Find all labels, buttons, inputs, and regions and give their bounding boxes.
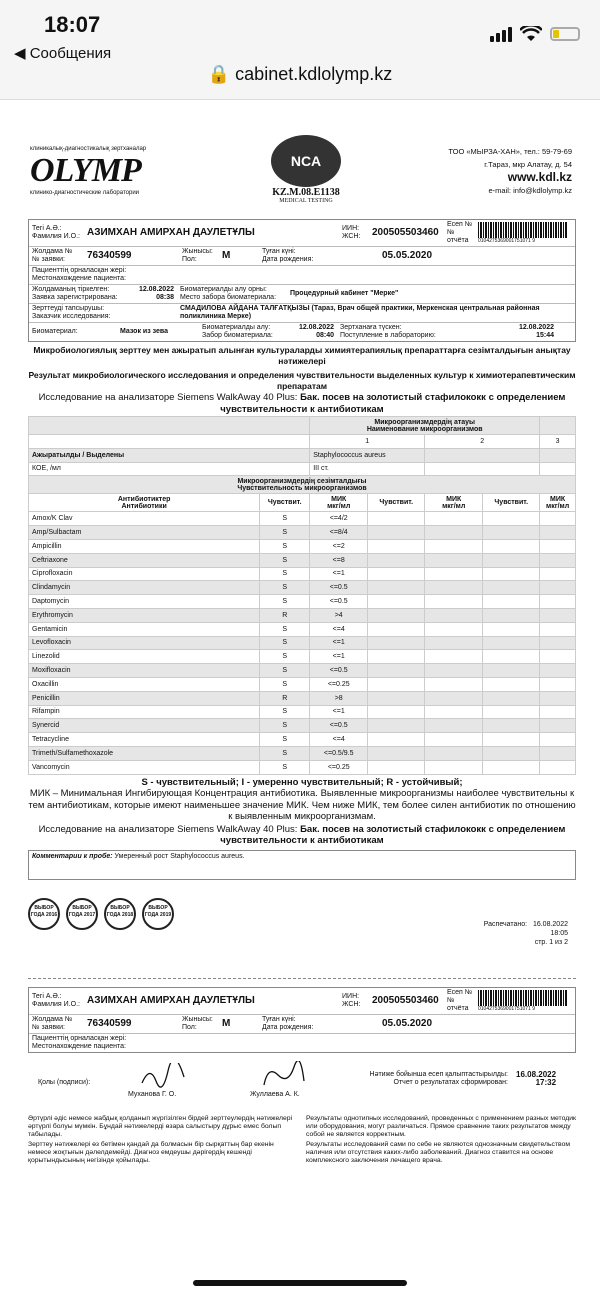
disclaimer-kz-2: Зерттеу нәтижелері өз бетімен қандай да болмасын бір сырқаттың бар екенін немесе жоқтығын дәлелдемейді. Диагноз емдеушы дәрігердің кешенді қорытындысының негізінде қойылады. (28, 1140, 274, 1164)
arrived-label: Зертханаға түскен: Поступление в лабораторию: (340, 324, 436, 339)
formed-value (516, 1071, 556, 1087)
organisms-header: Микроорганизмдердің атауы Наименование микроорганизмов (310, 417, 540, 435)
antibiotic-mic: <=0.5 (310, 581, 368, 595)
patient-sex: М (222, 250, 231, 261)
antibiotic-name: Clindamycin (29, 581, 260, 595)
analysis-name: Бак. посев на золотистый стафилококк с определением чувствительности к антибиотикам (220, 392, 566, 415)
sex-label: Жынысы: Пол: (182, 248, 213, 263)
organism-name: Staphylococcus aureus (310, 448, 425, 462)
col-1-header: 1 (310, 435, 425, 449)
antibiotic-mic: <=0.5 (310, 719, 368, 733)
antibiotic-mic: <=0.5 (310, 595, 368, 609)
antibiotic-mic: <=0.25 (310, 760, 368, 774)
antibiotic-row (29, 567, 576, 581)
antibiotic-name: Rifampin (29, 705, 260, 719)
company-info (448, 145, 572, 197)
isolated-label: Ажыратылды / Выделены (29, 448, 310, 462)
antibiotic-mic: <=4 (310, 733, 368, 747)
print-info (484, 920, 568, 947)
koe-value: III ст. (310, 462, 425, 476)
koe-label: КОЕ, /мл (29, 462, 310, 476)
patient-info-table-2 (28, 987, 576, 1053)
company-address: г.Тараз, мкр Алатау, д. 54 (484, 160, 572, 169)
antibiotic-row (29, 553, 576, 567)
disclaimer-1 (28, 1115, 576, 1139)
antibiotic-sensitivity: S (260, 760, 310, 774)
nca-label: MEDICAL TESTING (279, 198, 333, 204)
antibiotic-row (29, 636, 576, 650)
registered-label: Жолдаманың тіркелген: Заявка зарегистрирована: (32, 286, 118, 301)
iin-label-2: ИИН: ЖСН: (342, 992, 361, 1008)
patient-dob: 05.05.2020 (382, 250, 433, 261)
antibiotic-sensitivity: S (260, 719, 310, 733)
antibiotic-sensitivity: S (260, 595, 310, 609)
award-badge-icon: ВЫБОР ГОДА 2019 (142, 898, 174, 930)
antibiotic-name: Amox/K Clav (29, 512, 260, 526)
order-number: 76340599 (87, 250, 132, 261)
status-icons (490, 26, 580, 42)
sensitivity-header: Микроорганизмдердің сезімталдығы Чувствительность микроорганизмов (29, 476, 576, 494)
antibiotic-mic: >8 (310, 691, 368, 705)
registered-value (129, 285, 177, 303)
results-title-kz: Микробиологиялық зерттеу мен ажыратып алынған культураларды химиятерапиялық препараттарға сезімталдығын анықтау нәтижелері (33, 345, 571, 366)
antibiotic-row (29, 650, 576, 664)
order-label: Жолдама № № заявки: (32, 248, 73, 263)
antibiotic-row (29, 746, 576, 760)
antibiotic-name: Oxacillin (29, 677, 260, 691)
report-number: 0104275369001751071 9 (478, 238, 536, 244)
home-indicator[interactable] (193, 1280, 407, 1286)
antibiotic-name: Trimeth/Sulfamethoxazole (29, 746, 260, 760)
company-name: ТОО «МЫРЗА-ХАН», тел.: 59-79-69 (448, 147, 572, 156)
antibiotic-row (29, 622, 576, 636)
comment-text: Умеренный рост Staphylococcus aureus. (114, 852, 245, 860)
antibiotic-name: Linezolid (29, 650, 260, 664)
dob-label-2: Туған күні: Дата рождения: (262, 1015, 314, 1031)
award-badge-icon: ВЫБОР ГОДА 2017 (66, 898, 98, 930)
location-label: Пациенттің орналасқан жері: Местонахождение пациента: (32, 267, 127, 282)
antibiotic-name: Penicillin (29, 691, 260, 705)
antibiotics-col-header: Антибиотиктер Антибиотики (29, 494, 260, 512)
registered-time: 08:38 (156, 294, 174, 301)
arrived-value (447, 323, 557, 341)
disclaimer-ru-1: Результаты однотипных исследований, проведенных с применением разных методик или оборудования, могут различаться. Прямое сравнение таких результатов между собой не является корректным. (306, 1114, 576, 1138)
olymp-logo (30, 145, 210, 197)
microbiology-table (28, 416, 576, 775)
doctor-1: Муханова Г. О. (128, 1090, 177, 1098)
antibiotic-mic: >4 (310, 608, 368, 622)
antibiotic-sensitivity: S (260, 553, 310, 567)
antibiotic-name: Ceftriaxone (29, 553, 260, 567)
formed-date: 16.08.2022 (516, 1069, 557, 1079)
col-3-header: 3 (540, 435, 576, 449)
printed-label: Распечатано: (483, 920, 528, 928)
comment-label: Комментарии к пробе: (32, 852, 113, 860)
customer-label: Зерттеуді тапсырушы: Заказчик исследования: (32, 305, 111, 320)
antibiotic-sensitivity: R (260, 691, 310, 705)
formed-label: Нәтиже бойынша есеп қалыптастырылды: Отчет о результатах сформирован: (369, 1070, 508, 1086)
antibiotic-row (29, 512, 576, 526)
disclaimer-2 (28, 1141, 576, 1165)
biomaterial-label: Биоматериал: (32, 328, 78, 335)
antibiotic-sensitivity: S (260, 705, 310, 719)
patient-name: АЗИМХАН АМИРХАН ДАУЛЕТҰЛЫ (87, 227, 255, 238)
printed-date: 16.08.2022 (532, 920, 568, 928)
award-badge-icon: ВЫБОР ГОДА 2016 (28, 898, 60, 930)
barcode-image-2 (478, 990, 568, 1006)
antibiotic-row (29, 719, 576, 733)
location-label-2: Пациенттің орналасқан жері: Местонахождение пациента: (32, 1034, 127, 1050)
address-bar[interactable] (0, 64, 600, 85)
name-label: Тегі А.Ә.: Фамилия И.О.: (32, 225, 80, 240)
antibiotic-mic: <=1 (310, 636, 368, 650)
iin-label: ИИН: ЖСН: (342, 225, 361, 240)
disclaimer-kz-1: Әртүрлі әдіс немесе жабдық қолданып жүргізілген бірдей зерттеулердің нәтижелері әртүрлі болуы мүмкін. Бұндай нәтижелерді өзара салыстыру дұрыс емес болып табылады. (28, 1114, 293, 1138)
antibiotic-sensitivity: S (260, 622, 310, 636)
antibiotic-sensitivity: S (260, 664, 310, 678)
patient-name-2: АЗИМХАН АМИРХАН ДАУЛЕТҰЛЫ (87, 994, 255, 1006)
formed-time: 17:32 (535, 1077, 557, 1087)
name-label-2: Тегі А.Ә.: Фамилия И.О.: (32, 992, 80, 1008)
comment-box (28, 850, 576, 880)
signature-2-icon (258, 1061, 308, 1089)
registered-date: 12.08.2022 (138, 286, 174, 293)
antibiotic-mic: <=1 (310, 650, 368, 664)
doctor-2: Жуллаева А. К. (250, 1090, 300, 1098)
logo-name: OLYMP (30, 152, 141, 189)
taken-value (289, 323, 337, 341)
report-no-label: Есеп № № отчёта (447, 221, 473, 244)
antibiotic-sensitivity: S (260, 733, 310, 747)
antibiotic-row (29, 691, 576, 705)
mic-col-1: МИК мкг/мл (310, 494, 368, 512)
status-time: 18:07 (44, 12, 101, 37)
logo-top-text: клиникалық-диагностикалық зертханалар (30, 146, 147, 152)
antibiotic-sensitivity: S (260, 650, 310, 664)
sens-col-3: Чувствит. (483, 494, 540, 512)
sens-col-2: Чувствит. (368, 494, 425, 512)
patient-dob-2: 05.05.2020 (382, 1017, 433, 1029)
disclaimer-ru-2: Результаты исследований сами по себе не являются однозначным свидетельством наличия или отсутствия каких-либо заболеваний. Диагноз ставится на основе комплексного заключения лечащего врача. (306, 1140, 571, 1164)
analysis-name-2: Бак. посев на золотистый стафилококк с определением чувствительности к антибиотикам (220, 823, 566, 847)
antibiotic-mic: <=0.5/9.5 (310, 746, 368, 760)
patient-iin: 200505503460 (372, 227, 439, 238)
antibiotics-rows (29, 512, 576, 774)
antibiotic-row (29, 677, 576, 691)
patient-info-table (28, 219, 576, 342)
antibiotic-sensitivity: S (260, 512, 310, 526)
antibiotic-mic: <=8/4 (310, 526, 368, 540)
antibiotic-name: Gentamicin (29, 622, 260, 636)
signatures (28, 1061, 576, 1113)
antibiotic-name: Daptomycin (29, 595, 260, 609)
antibiotic-row (29, 664, 576, 678)
results-title-ru: Результат микробиологического исследования и определения чувствительности выделенных культур к химиотерапевтическим препаратам (28, 370, 576, 391)
antibiotic-row (29, 733, 576, 747)
barcode (478, 222, 573, 244)
sex-label-2: Жынысы: Пол: (182, 1015, 213, 1031)
sens-col-1: Чувствит. (260, 494, 310, 512)
place-label: Биоматериалды алу орны: Место забора биоматериала: (180, 286, 277, 301)
antibiotic-row (29, 526, 576, 540)
antibiotic-mic: <=4/2 (310, 512, 368, 526)
antibiotic-name: Moxifloxacin (29, 664, 260, 678)
antibiotic-name: Tetracycline (29, 733, 260, 747)
lab-report (28, 105, 576, 1165)
antibiotic-row (29, 539, 576, 553)
legend-mic: МИК – Минимальная Ингибирующая Концентрация антибиотика. Выявленные микроорганизмы наиболее чувствительны к тем антибиотикам, которые имеют наименьшее значение МИК. Чем ниже МИК, тем более силен антибиотик по отношению к выявленным микроорганизмам. (28, 788, 576, 823)
antibiotic-sensitivity: S (260, 677, 310, 691)
antibiotic-mic: <=4 (310, 622, 368, 636)
antibiotic-mic: <=0.5 (310, 664, 368, 678)
biomaterial-value: Мазок из зева (119, 328, 169, 335)
report-header (28, 105, 576, 215)
antibiotic-name: Ampicillin (29, 539, 260, 553)
antibiotic-sensitivity: S (260, 567, 310, 581)
company-website: www.kdl.kz (507, 170, 572, 184)
antibiotic-sensitivity: S (260, 526, 310, 540)
antibiotic-row (29, 760, 576, 774)
barcode-image (478, 222, 568, 238)
antibiotic-mic: <=1 (310, 705, 368, 719)
back-to-messages-link[interactable]: ◀ Сообщения (14, 45, 112, 62)
antibiotic-sensitivity: S (260, 539, 310, 553)
antibiotic-row (29, 705, 576, 719)
antibiotic-row (29, 608, 576, 622)
arrived-time: 15:44 (536, 332, 554, 339)
sample-place: Процедурный кабинет "Мерке" (290, 290, 399, 297)
nca-cert: KZ.M.08.E1138 (272, 187, 340, 198)
url-text: cabinet.kdlolymp.kz (235, 64, 393, 84)
customer-name: СМАДИЛОВА АЙДАНА ТАЛҒАТҚЫЗЫ (Тараз, Врач общей практики, Меркенская центральная районная поликлиника Мерке) (180, 305, 540, 320)
antibiotic-name: Vancomycin (29, 760, 260, 774)
analysis-line-repeat (28, 824, 576, 847)
antibiotic-name: Amp/Sulbactam (29, 526, 260, 540)
taken-date: 12.08.2022 (298, 324, 334, 331)
taken-time: 08:40 (316, 332, 334, 339)
taken-label: Биоматериалды алу: Забор биоматериала: (202, 324, 273, 339)
nca-globe-icon: NCA (271, 135, 341, 187)
dob-label: Туған күні: Дата рождения: (262, 248, 314, 263)
lock-icon: 🔒 (207, 64, 231, 84)
analyzer-label: Исследование на анализаторе Siemens WalkAway 40 Plus: (38, 392, 298, 403)
antibiotic-mic: <=8 (310, 553, 368, 567)
arrived-date: 12.08.2022 (518, 324, 554, 331)
analyzer-label-2: Исследование на анализаторе Siemens WalkAway 40 Plus: (38, 823, 298, 835)
awards-print-row (28, 898, 576, 958)
antibiotic-mic: <=2 (310, 539, 368, 553)
wifi-icon (520, 26, 542, 42)
nca-accreditation (256, 135, 356, 204)
legend-sir: S - чувствительный; I - умеренно чувствительный; R - устойчивый; (141, 776, 463, 788)
page-number: стр. 1 из 2 (534, 938, 568, 946)
patient-iin-2: 200505503460 (372, 994, 439, 1006)
antibiotic-row (29, 595, 576, 609)
mic-col-2: МИК мкг/мл (425, 494, 483, 512)
antibiotic-row (29, 581, 576, 595)
patient-sex-2: М (222, 1017, 231, 1029)
company-email: e-mail: info@kdlolymp.kz (488, 186, 572, 195)
status-bar (0, 0, 600, 100)
antibiotic-name: Erythromycin (29, 608, 260, 622)
report-number-2: 0104275369001751071 9 (478, 1005, 536, 1012)
award-badge-icon: ВЫБОР ГОДА 2018 (104, 898, 136, 930)
order-number-2: 76340599 (87, 1017, 132, 1029)
antibiotic-mic: <=0.25 (310, 677, 368, 691)
antibiotic-name: Synercid (29, 719, 260, 733)
mic-col-3: МИК мкг/мл (540, 494, 576, 512)
antibiotic-name: Levofloxacin (29, 636, 260, 650)
analysis-line (28, 392, 576, 416)
legend (28, 777, 576, 847)
col-2-header: 2 (425, 435, 540, 449)
antibiotic-sensitivity: S (260, 636, 310, 650)
antibiotic-mic: <=1 (310, 567, 368, 581)
antibiotic-sensitivity: R (260, 608, 310, 622)
logo-bottom-text: клинико-диагностические лаборатории (30, 190, 140, 196)
barcode-2 (478, 990, 573, 1012)
signal-icon (490, 27, 512, 42)
order-label-2: Жолдама № № заявки: (32, 1015, 73, 1031)
signatures-label: Қолы (подписи): (38, 1078, 91, 1086)
antibiotic-name: Ciprofloxacin (29, 567, 260, 581)
report-no-label-2: Есеп № № отчёта (447, 988, 473, 1012)
antibiotic-sensitivity: S (260, 581, 310, 595)
antibiotic-sensitivity: S (260, 746, 310, 760)
battery-icon (550, 27, 580, 41)
signature-1-icon (138, 1063, 188, 1089)
printed-time: 18:05 (550, 929, 568, 937)
